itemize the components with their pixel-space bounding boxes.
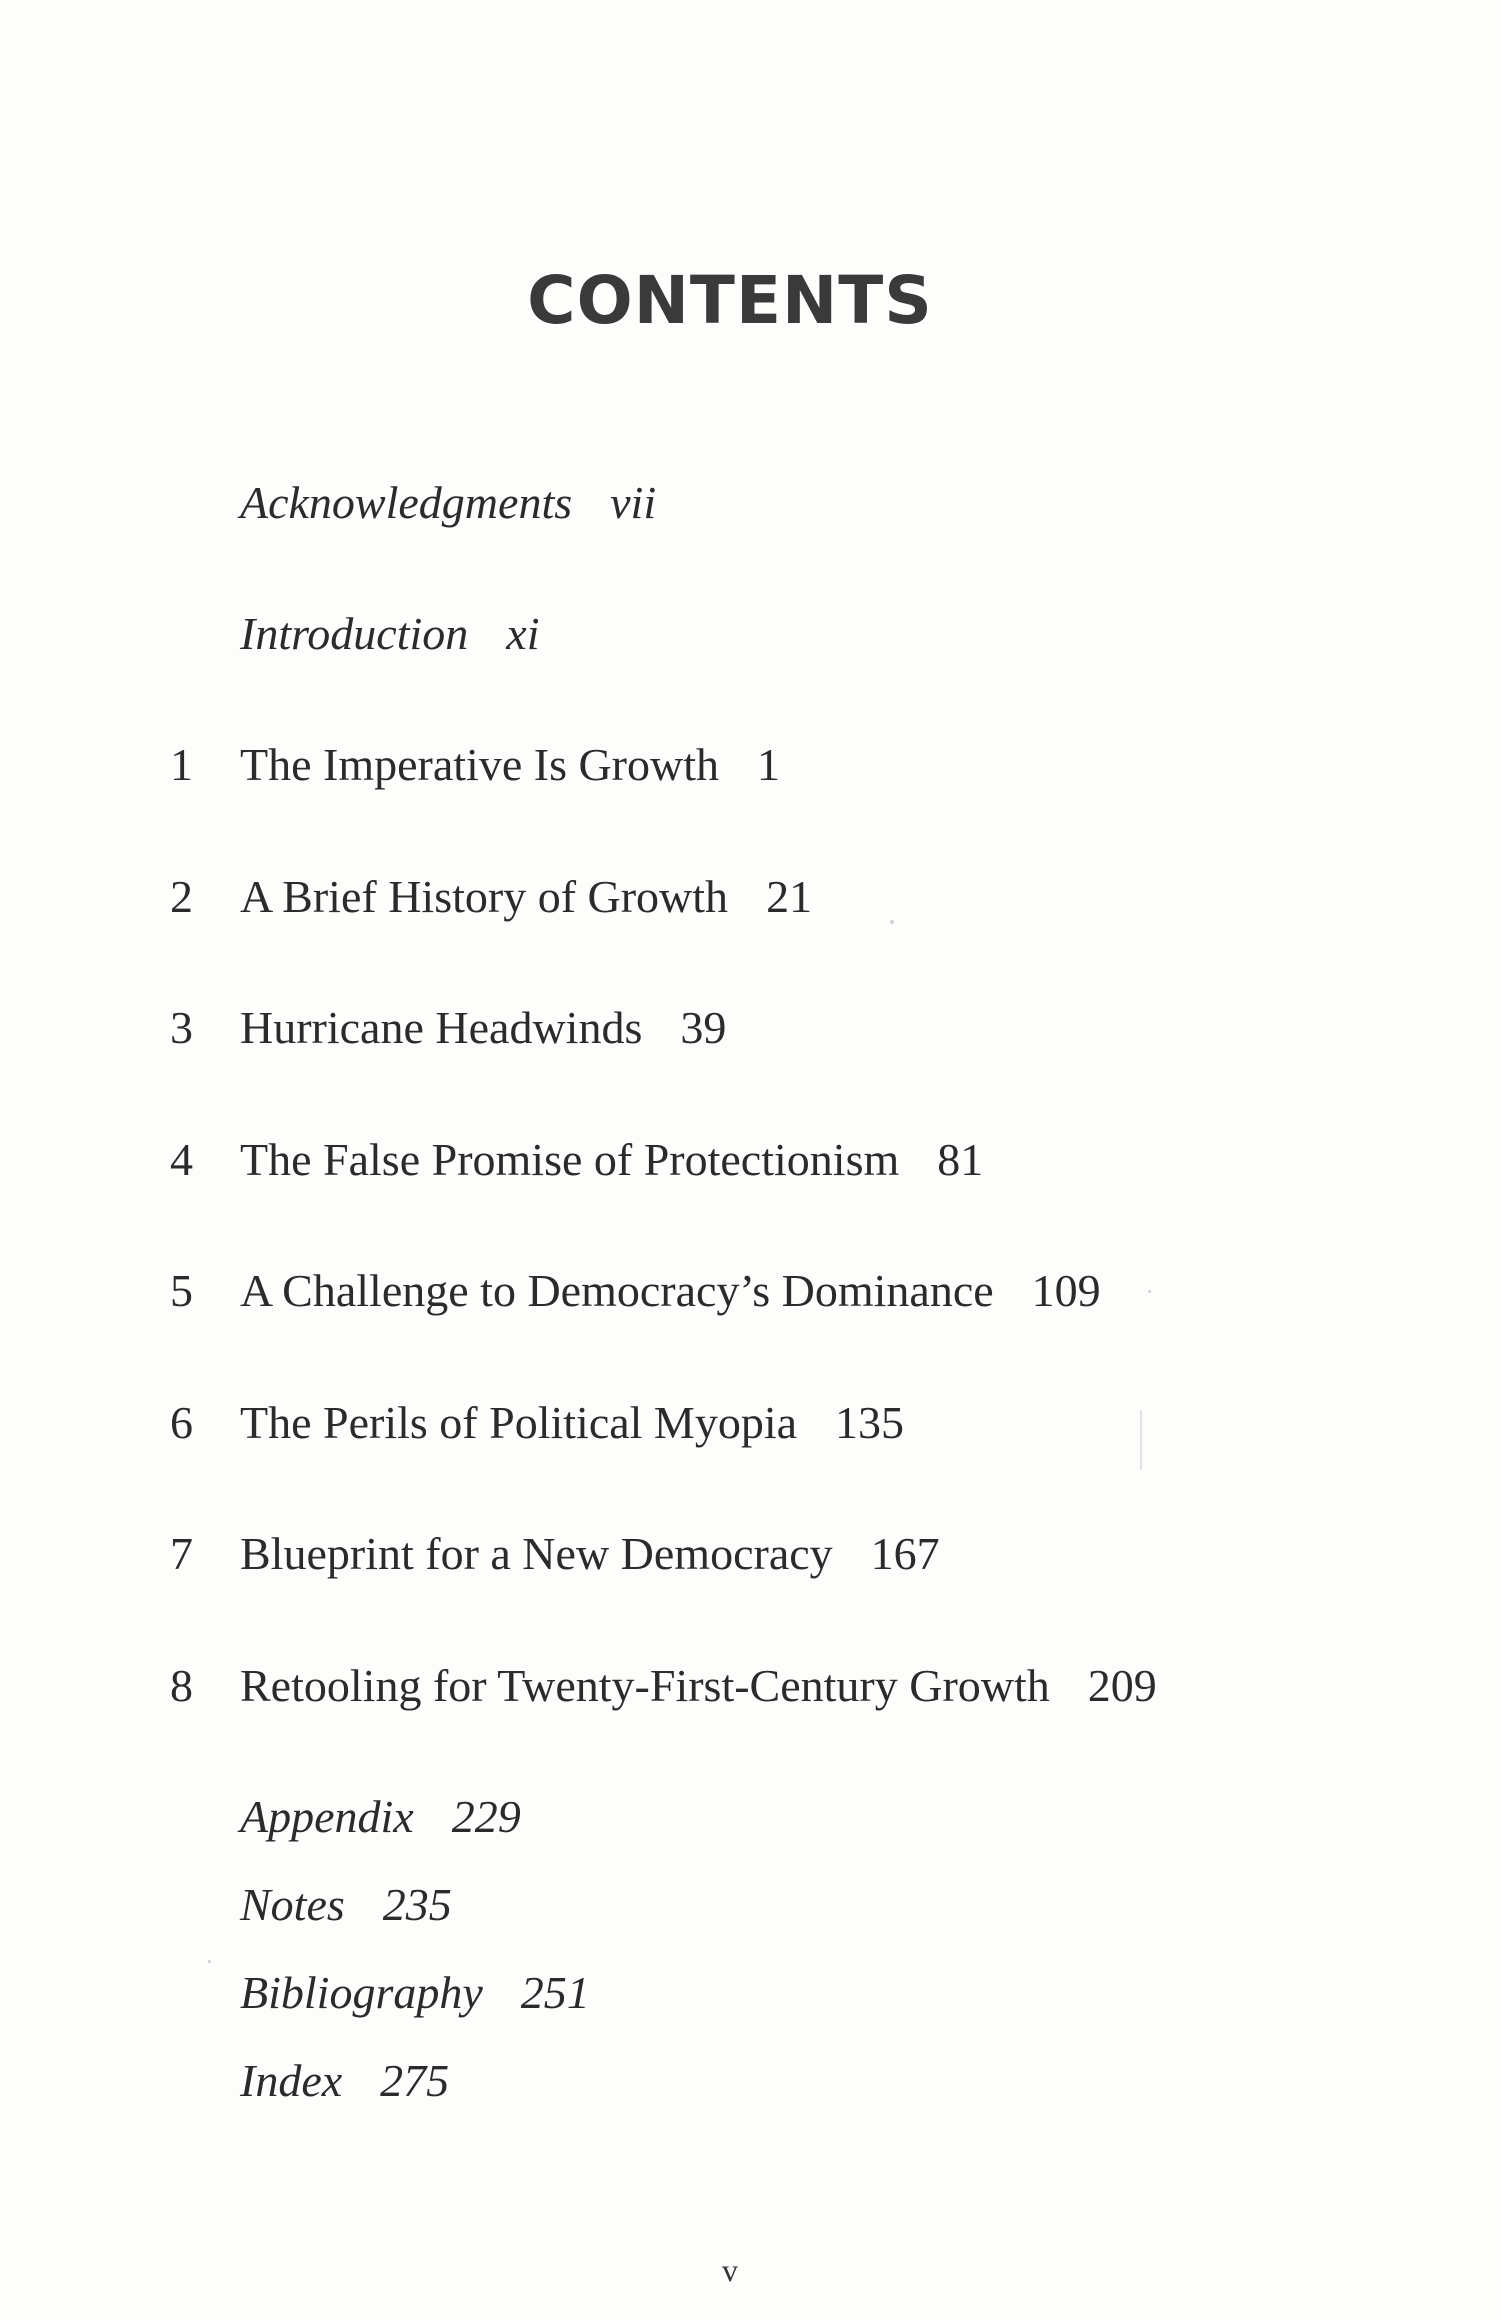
chapter-title: The False Promise of Protectionism [240,1134,900,1185]
chapter-number: 7 [170,1528,193,1579]
chapter-page: 167 [870,1528,940,1579]
chapter-number: 8 [170,1660,193,1711]
chapter-page: 1 [757,739,781,790]
scan-speck [208,1960,211,1963]
chapter-page: 39 [680,1002,727,1053]
chapter-title: Hurricane Headwinds [240,1002,643,1053]
chapter-number: 3 [170,1002,193,1053]
chapter-number: 1 [170,739,193,790]
toc-entry-label: Bibliography [240,1967,483,2018]
chapter-title: A Brief History of Growth [240,871,729,922]
chapter-number: 5 [170,1265,193,1316]
toc-entry-label: Acknowledgments [240,477,573,528]
chapter-title: The Imperative Is Growth [240,739,720,790]
chapter-title: Blueprint for a New Democracy [240,1528,833,1579]
scan-speck [1148,1290,1151,1293]
chapter-page: 81 [937,1134,984,1185]
page-folio: v [722,2252,738,2288]
toc-entry-page: vii [610,477,657,528]
chapter-title: The Perils of Political Myopia [240,1397,798,1448]
toc-entry-label: Notes [240,1879,345,1930]
chapter-title: A Challenge to Democracy’s Dominance [240,1265,994,1316]
toc-entry-label: Appendix [240,1791,414,1842]
chapter-number: 2 [170,871,193,922]
toc-entry-label: Introduction [240,608,469,659]
toc-entry-page: 275 [380,2055,450,2106]
toc-entry-page: 229 [451,1791,521,1842]
chapter-title: Retooling for Twenty-First-Century Growth [240,1660,1050,1711]
chapter-page: 109 [1031,1265,1101,1316]
page-title: CONTENTS [527,262,933,339]
toc-entry-page: 235 [382,1879,452,1930]
toc-entry-page: xi [506,608,540,659]
toc-entry-page: 251 [520,1967,590,2018]
chapter-number: 6 [170,1397,193,1448]
chapter-page: 21 [766,871,813,922]
chapter-page: 209 [1087,1660,1157,1711]
scan-mark [1140,1410,1142,1470]
chapter-page: 135 [835,1397,905,1448]
toc-entry-label: Index [240,2055,343,2106]
chapter-number: 4 [170,1134,193,1185]
scan-speck [890,920,894,924]
